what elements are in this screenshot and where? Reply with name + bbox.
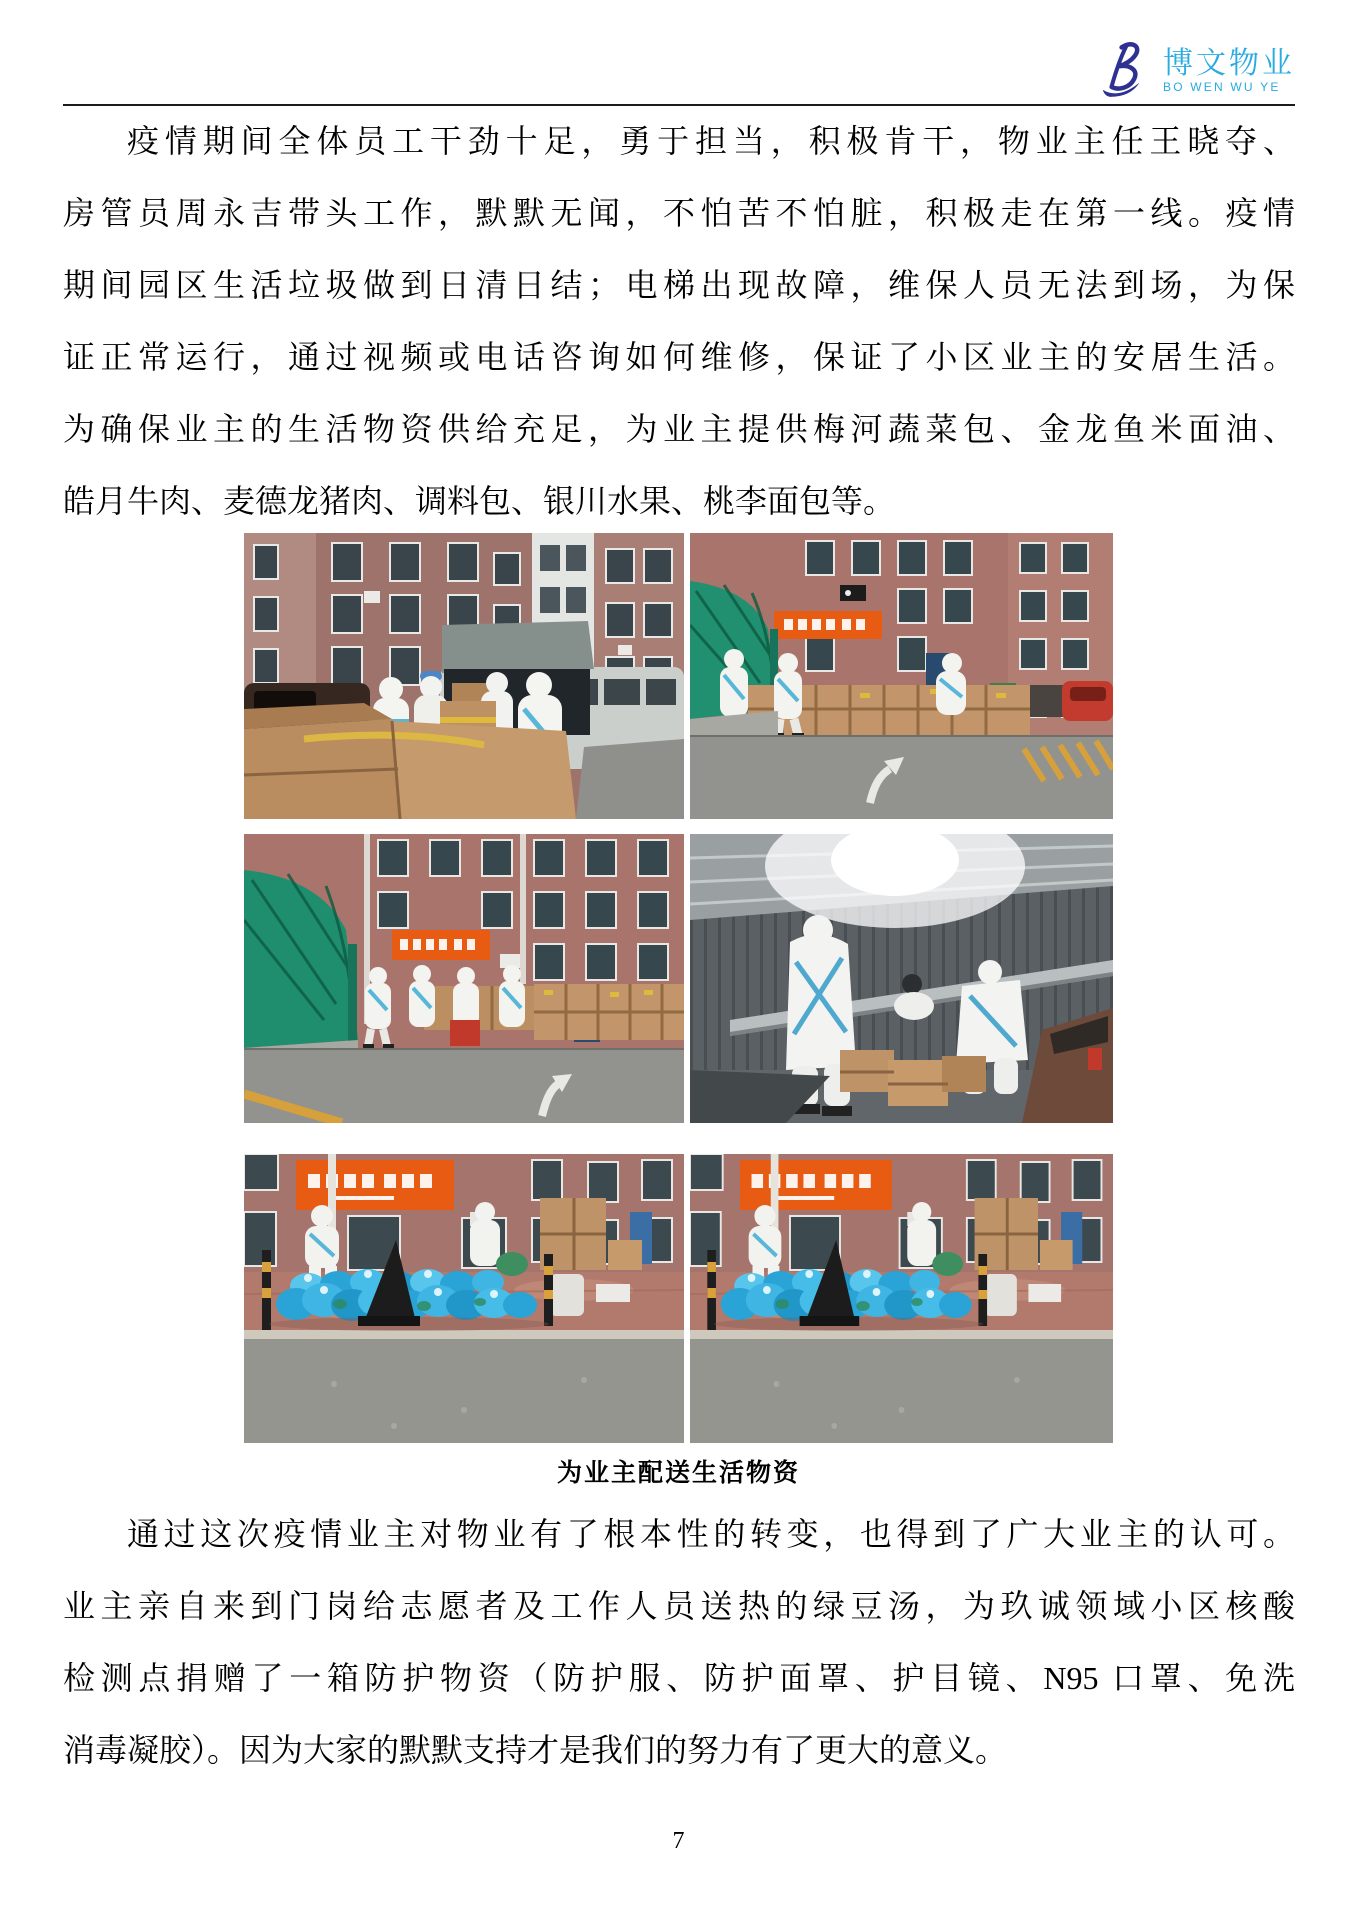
photo-boxes-street-1 [690, 533, 1113, 819]
text-line: 房管员周永吉带头工作，默默无闻，不怕苦不怕脏，积极走在第一线。疫情 [63, 195, 1295, 231]
text-line: 检测点捐赠了一箱防护物资（防护服、防护面罩、护目镜、N95 口罩、免洗 [63, 1660, 1295, 1696]
company-logo [1100, 42, 1295, 100]
brand-text [1163, 48, 1295, 94]
photo-caption: 为业主配送生活物资 [556, 1460, 800, 1487]
brand-name-cn: 博文物业 [1163, 46, 1295, 80]
photo-blue-bags-2 [690, 1154, 1113, 1443]
script-b-swoosh-icon [1100, 42, 1154, 100]
photo-truck-loading [690, 834, 1113, 1123]
photo-unloading-van [244, 533, 684, 819]
photo-blue-bags-1 [244, 1154, 684, 1443]
photo-boxes-street-2 [244, 834, 684, 1123]
paragraph-1 [63, 105, 1295, 537]
text-line: 消毒凝胶）。因为大家的默默支持才是我们的努力有了更大的意义。 [63, 1732, 1008, 1768]
text-line: 为确保业主的生活物资供给充足，为业主提供梅河蔬菜包、金龙鱼米面油、 [63, 411, 1295, 447]
brand-name-en: BO WEN WU YE [1163, 80, 1281, 95]
text-line: 期间园区生活垃圾做到日清日结；电梯出现故障，维保人员无法到场，为保 [63, 267, 1295, 303]
text-line: 疫情期间全体员工干劲十足，勇于担当，积极肯干，物业主任王晓夺、 [127, 123, 1295, 159]
text-line: 皓月牛肉、麦德龙猪肉、调料包、银川水果、桃李面包等。 [63, 483, 896, 519]
text-line: 业主亲自来到门岗给志愿者及工作人员送热的绿豆汤，为玖诚领域小区核酸 [63, 1588, 1295, 1624]
paragraph-2 [63, 1498, 1295, 1786]
text-line: 通过这次疫情业主对物业有了根本性的转变，也得到了广大业主的认可。 [127, 1516, 1295, 1552]
page-number: 7 [672, 1828, 685, 1854]
text-line: 证正常运行，通过视频或电话咨询如何维修，保证了小区业主的安居生活。 [63, 339, 1295, 375]
